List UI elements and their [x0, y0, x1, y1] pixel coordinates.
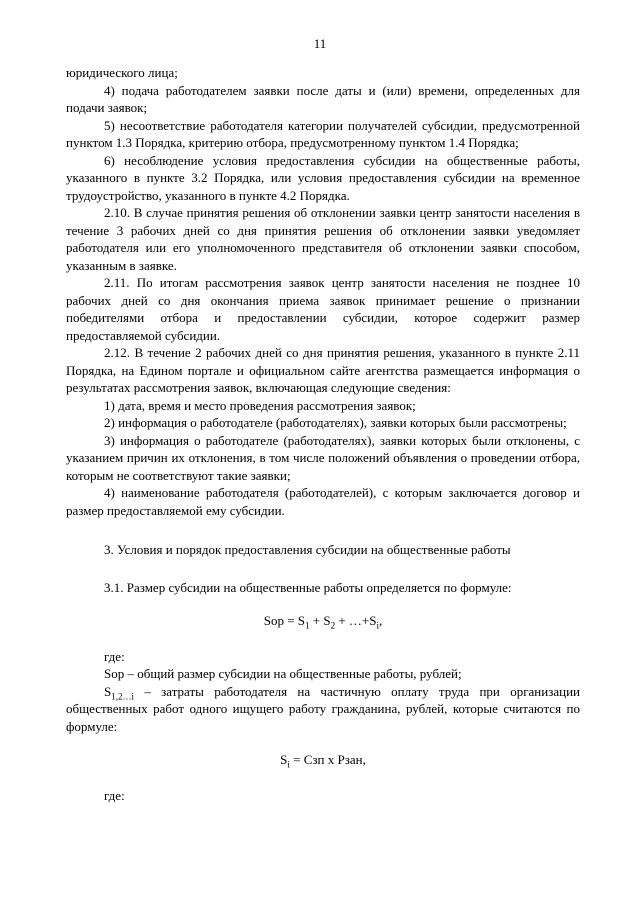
paragraph: юридического лица; [66, 65, 178, 80]
paragraph: 6) несоблюдение условия предоставления субсидии на общественные работы, указанного в пункте 3.2 Порядка, или условия предоставления субсидии на временное трудоустройство, указанного в пункте 4.2 Порядка. [66, 152, 580, 203]
paragraph: 4) наименование работодателя (работодателей), с которым заключается договор и размер предоставляемой ему субсидии. [66, 485, 580, 518]
paragraph: 3) информация о работодателе (работодателях), заявки которых были отклонены, с указанием причин их отклонения, в том числе положений объявления о проведении отбора, которым не соответствуют такие заявки; [66, 432, 580, 483]
paragraph: 2) информация о работодателе (работодателях), заявки которых были рассмотрены; [104, 415, 567, 430]
formula-subsidy-total: Sop = $S_1 + S_2$ + $\dots+S_i$, [263, 613, 383, 631]
where-label: где: [104, 787, 125, 803]
paragraph: 1) дата, время и место проведения рассмотрения заявок; [104, 397, 416, 413]
section-heading: 3. Условия и порядок предоставления субсидии на общественные работы [104, 542, 511, 557]
document-body [66, 64, 580, 804]
formula-si: $S_i$ = Сзп х Рзан, [280, 752, 366, 770]
paragraph: 4) подача работодателем заявки после даты и (или) времени, определенных для подачи заявок; [66, 82, 580, 115]
paragraph: 2.11. По итогам рассмотрения заявок центр занятости населения не позднее 10 рабочих дней со дня окончания приема заявок принимает решение о признании победителями отбора и предоставлении субсидии, которое содержит размер предоставляемой субсидии. [66, 275, 580, 343]
where-label: где: [104, 648, 125, 664]
definition-sop: Sop – общий размер субсидии на общественные работы, рублей; [104, 666, 462, 681]
clause-3-1: 3.1. Размер субсидии на общественные работы определяется по формуле: [104, 579, 512, 595]
paragraph: 5) несоответствие работодателя категории получателей субсидии, предусмотренной пунктом 1.3 Порядка, критерию отбора, предусмотренному пунктом 1.4 Порядка; [66, 117, 580, 150]
paragraph: 2.10. В случае принятия решения об отклонении заявки центр занятости населения в течение 3 рабочих дней со дня принятия решения об отклонении заявки уведомляет работодателя или его уполномоченного представителя об отклонении заявки способом, указанным в заявке. [66, 205, 580, 273]
paragraph: 2.12. В течение 2 рабочих дней со дня принятия решения, указанного в пункте 2.11 Порядка, на Едином портале и официальном сайте агентства размещается информация о результатах рассмотрения заявок, включающая следующие сведения: [66, 345, 580, 395]
definition-s: $S_{1,2\dots i}$ – затраты работодателя на частичную оплату труда при организации общественных работ одного ищущего работу гражданина, рублей, которые считаются по формуле: [66, 683, 580, 734]
page-number: 11 [313, 36, 327, 51]
